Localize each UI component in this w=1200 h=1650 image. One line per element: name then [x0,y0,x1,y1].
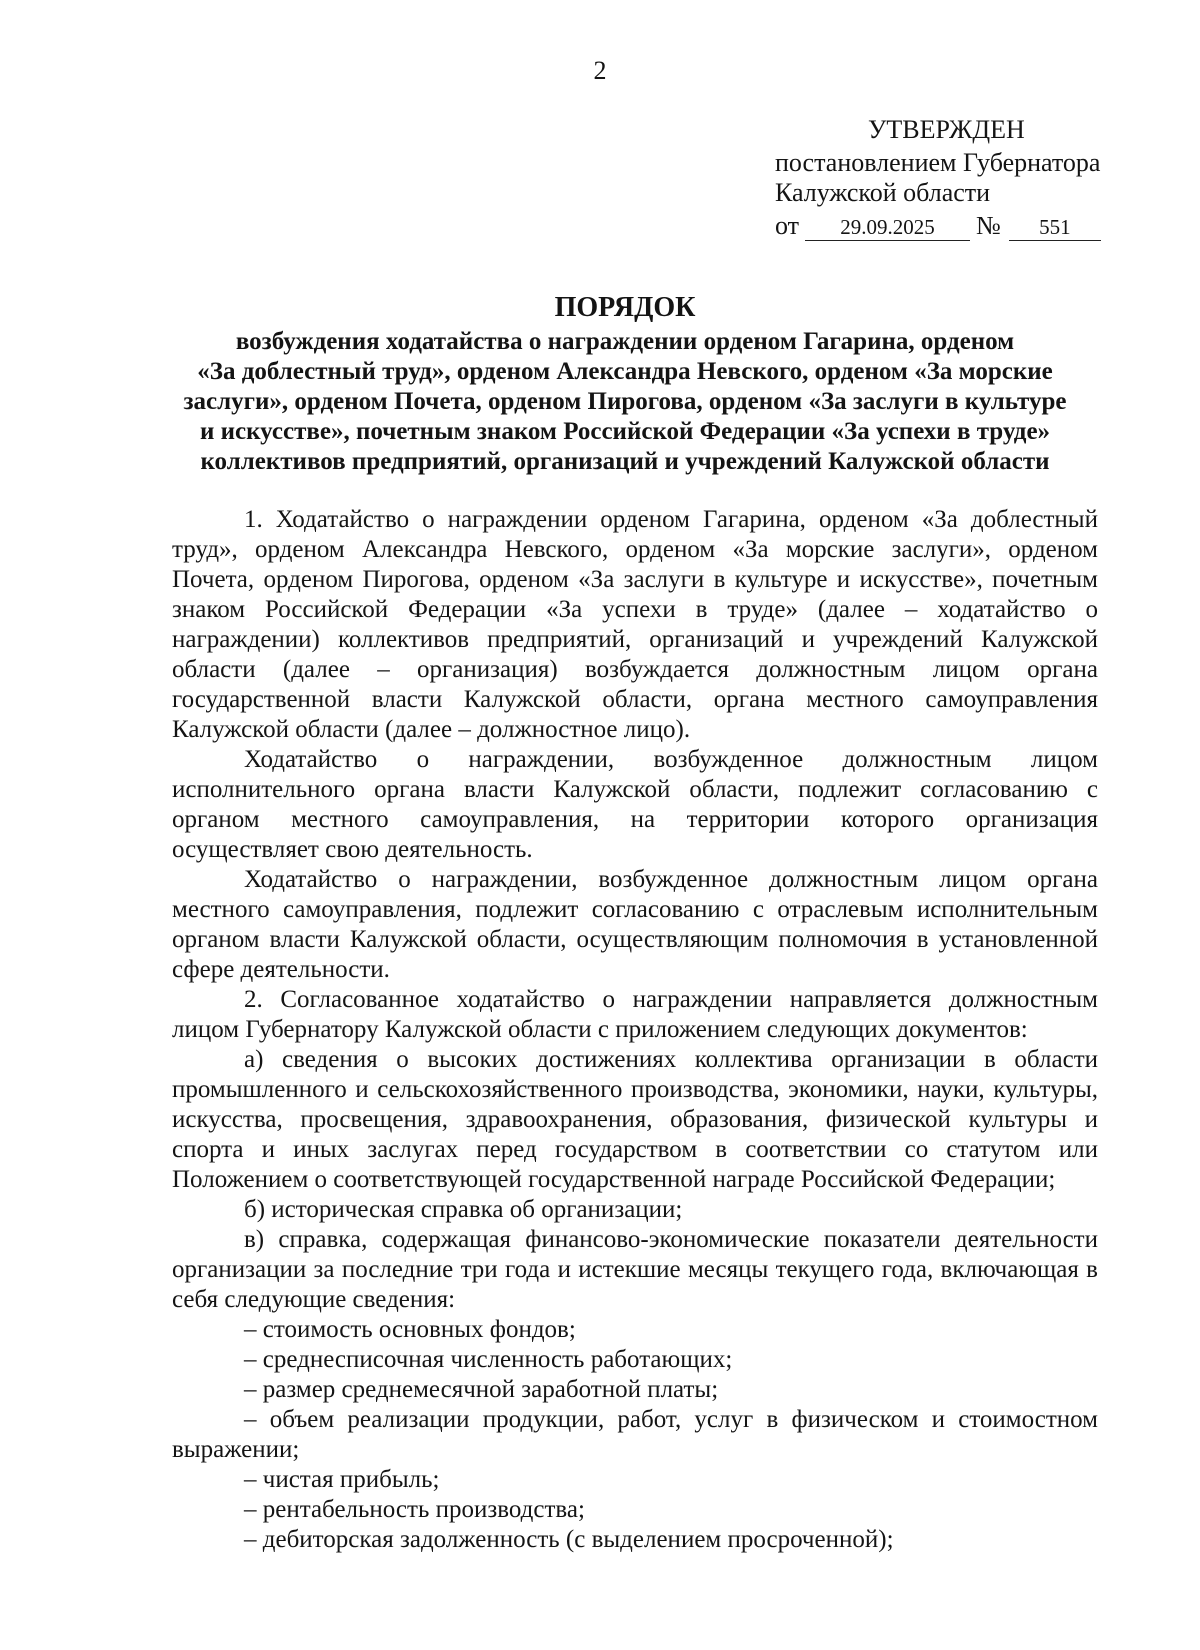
approval-date-row [775,211,1105,241]
list-item: – стоимость основных фондов; [244,1316,576,1343]
paragraph-2: 2. Согласованное ходатайство о награждении направляется должностным лицом Губернатору Калужской области с приложением следующих документов: [172,986,1098,1043]
list-item: – чистая прибыль; [244,1466,440,1493]
page-number: 2 [593,56,607,85]
list-item: – дебиторская задолженность (с выделением просроченной); [244,1526,894,1553]
approval-date: 29.09.2025 [805,215,970,241]
document-title: ПОРЯДОК [554,292,696,323]
approval-stamp [775,115,1105,241]
list-item: – объем реализации продукции, работ, услуг в физическом и стоимостном выражении; [172,1406,1098,1463]
approval-line-region: Калужской области [775,178,991,207]
document-title-block [150,292,1100,477]
list-item: – размер среднемесячной заработной платы; [244,1376,719,1403]
list-item: – рентабельность производства; [244,1496,585,1523]
subtitle-line: коллективов предприятий, организаций и учреждений Калужской области [200,448,1050,475]
subtitle-line: «За доблестный труд», орденом Александра Невского, орденом «За морские [197,358,1053,385]
subtitle-line: возбуждения ходатайства о награждении орденом Гагарина, орденом [235,328,1015,355]
subtitle-line: и искусстве», почетным знаком Российской Федерации «За успехи в труде» [199,418,1051,445]
subtitle-line: заслуги», орденом Почета, орденом Пирогова, орденом «За заслуги в культуре [183,388,1067,415]
approval-line-decree: постановлением Губернатора [775,148,1101,177]
paragraph-approval-municipal: Ходатайство о награждении, возбужденное должностным лицом органа местного самоуправления, подлежит согласованию с отраслевым исполнительным органом власти Калужской области, осуществляющим полномочия в установленной сфере деятельности. [172,866,1098,983]
paragraph-1: 1. Ходатайство о награждении орденом Гагарина, орденом «За доблестный труд», орденом Александра Невского, орденом «За морские заслуги», орденом Почета, орденом Пирогова, орденом «За заслуги в культуре и искусстве», почетным знаком Российской Федерации «За успехи в труде» (далее – ходатайство о награждении) коллективов предприятий, организаций и учреждений Калужской области (далее – организация) возбуждается должностным лицом органа государственной власти Калужской области, органа местного самоуправления Калужской области (далее – должностное лицо). [172,506,1098,743]
approval-number: 551 [1009,215,1101,241]
list-item: – среднесписочная численность работающих; [244,1346,733,1373]
item-v: в) справка, содержащая финансово-экономические показатели деятельности организации за последние три года и истекшие месяцы текущего года, включающая в себя следующие сведения: [172,1226,1098,1313]
date-prefix: от [775,211,800,240]
number-prefix: № [976,211,1001,240]
approval-heading: УТВЕРЖДЕН [868,115,1025,144]
paragraph-approval-executive: Ходатайство о награждении, возбужденное должностным лицом исполнительного органа власти Калужской области, подлежит согласованию с органом местного самоуправления, на территории которого организация осуществляет свою деятельность. [172,746,1098,863]
item-b: б) историческая справка об организации; [244,1196,683,1223]
document-body [172,505,1098,1555]
item-a: а) сведения о высоких достижениях коллектива организации в области промышленного и сельскохозяйственного производства, экономики, науки, культуры, искусства, просвещения, здравоохранения, образования, физической культуры и спорта и иных заслугах перед государством в соответствии со статутом или Положением о соответствующей государственной награде Российской Федерации; [172,1046,1098,1193]
